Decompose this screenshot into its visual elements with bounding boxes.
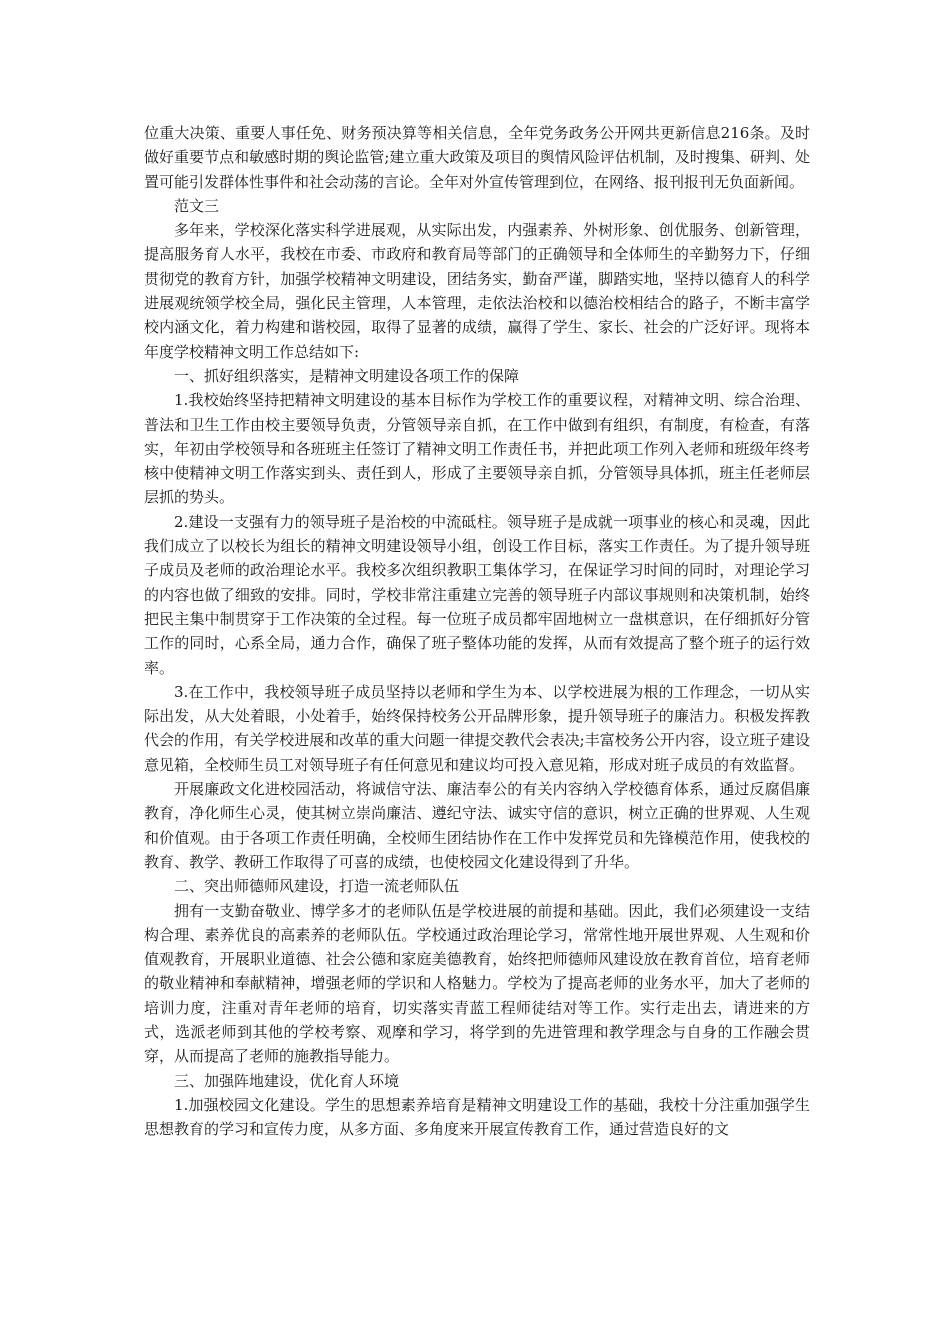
paragraph-1-3: 3.在工作中，我校领导班子成员坚持以老师和学生为本、以学校进展为根的工作理念，一切从实际出发，从大处着眼，小处着手，始终保持校务公开品牌形象，提升领导班子的廉洁力。积极发挥教代会的作用，有关学校进展和改革的重大问题一律提交教代会表决;丰富校务公开内容，设立班子建设意见箱，全校师生员工对领导班子有任何意见和建议均可投入意见箱，形成对班子成员的有效监督。 (144, 682, 810, 774)
paragraph-3-1: 1.加强校园文化建设。学生的思想素养培育是精神文明建设工作的基础，我校十分注重加强学生思想教育的学习和宣传力度，从多方面、多角度来开展宣传教育工作，通过营造良好的文 (144, 1095, 810, 1139)
paragraph-intro: 多年来，学校深化落实科学进展观，从实际出发，内强素养、外树形象、创优服务、创新管理，提高服务育人水平，我校在市委、市政府和教育局等部门的正确领导和全体师生的辛勤努力下，仔细贯彻党的教育方针，加强学校精神文明建设，团结务实，勤奋严谨，脚踏实地，坚持以德育人的科学进展观统领学校全局，强化民主管理，人本管理，走依法治校和以德治校相结合的路子，不断丰富学校内涵文化，着力构建和谐校园，取得了显著的成绩，赢得了学生、家长、社会的广泛好评。现将本年度学校精神文明工作总结如下: (144, 221, 810, 361)
paragraph-1-2: 2.建设一支强有力的领导班子是治校的中流砥柱。领导班子是成就一项事业的核心和灵魂，因此我们成立了以校长为组长的精神文明建设领导小组，创设工作目标，落实工作责任。为了提升领导班子成员及老师的政治理论水平。我校多次组织教职工集体学习，在保证学习时间的同时，对理论学习的内容也做了细致的安排。同时，学校非常注重建立完善的领导班子内部议事规则和决策机制，始终把民主集中制贯穿于工作决策的全过程。每一位班子成员都牢固地树立一盘棋意识，在仔细抓好分管工作的同时，心系全局，通力合作，确保了班子整体功能的发挥，从而有效提高了整个班子的运行效率。 (144, 512, 810, 677)
paragraph-1-1: 1.我校始终坚持把精神文明建设的基本目标作为学校工作的重要议程，对精神文明、综合治理、普法和卫生工作由校主要领导负责，分管领导亲自抓，在工作中做到有组织，有制度，有检查，有落实，年初由学校领导和各班班主任签订了精神文明工作责任书，并把此项工作列入老师和班级年终考核中使精神文明工作落实到头、责任到人，形成了主要领导亲自抓，分管领导具体抓，班主任老师层层抓的势头。 (144, 391, 810, 507)
heading-section-2: 二、突出师德师风建设，打造一流老师队伍 (174, 877, 460, 896)
heading-section-1: 一、抓好组织落实，是精神文明建设各项工作的保障 (174, 366, 520, 385)
heading-section-3: 三、加强阵地建设，优化育人环境 (174, 1071, 400, 1090)
paragraph-1-4: 开展廉政文化进校园活动，将诚信守法、廉洁奉公的有关内容纳入学校德育体系，通过反腐倡廉教育，净化师生心灵，使其树立崇尚廉洁、遵纪守法、诚实守信的意识，树立正确的世界观、人生观和价值观。由于各项工作责任明确，全校师生团结协作在工作中发挥党员和先锋模范作用，使我校的教育、教学、教研工作取得了可喜的成绩，也使校园文化建设得到了升华。 (144, 780, 810, 871)
paragraph-2-1: 拥有一支勤奋敬业、博学多才的老师队伍是学校进展的前提和基础。因此，我们必须建设一支结构合理、素养优良的高素养的老师队伍。学校通过政治理论学习，常常性地开展世界观、人生观和价值观教育，开展职业道德、社会公德和家庭美德教育，始终把师德师风建设放在教育首位，培育老师的敬业精神和奉献精神，增强老师的学识和人格魅力。学校为了提高老师的业务水平，加大了老师的培训力度，注重对青年老师的培育，切实落实青蓝工程师徒结对等工作。实行走出去，请进来的方式，选派老师到其他的学校考察、观摩和学习，将学到的先进管理和教学理念与自身的工作融会贯穿，从而提高了老师的施教指导能力。 (144, 901, 810, 1066)
paragraph-1: 位重大决策、重要人事任免、财务预决算等相关信息，全年党务政务公开网共更新信息216条。及时做好重要节点和敏感时期的舆论监管;建立重大政策及项目的舆情风险评估机制，及时搜集、研判、处置可能引发群体性事件和社会动荡的言论。全年对外宣传管理到位，在网络、报刊报刊无负面新闻。 (144, 124, 810, 191)
document-page (144, 121, 810, 1141)
section-title-fanwen-san: 范文三 (174, 196, 220, 215)
